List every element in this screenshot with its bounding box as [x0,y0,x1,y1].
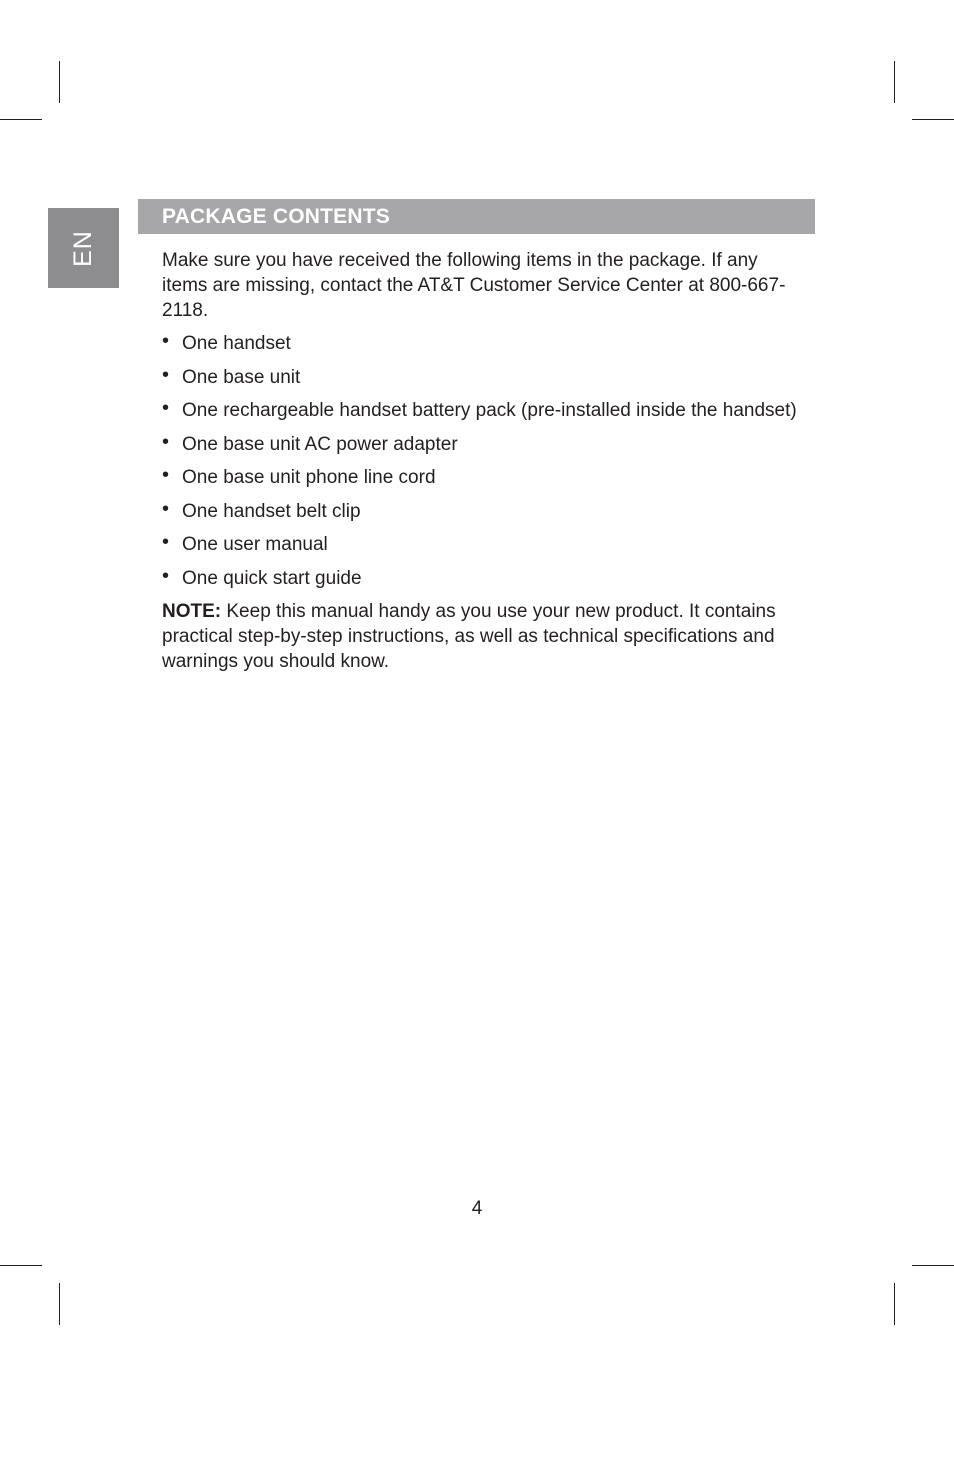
list-item [162,398,802,423]
bullet: • [162,330,170,352]
crop-mark-bottom-right-vertical [894,1283,895,1325]
page-number: 4 [471,1198,483,1219]
list-item-text: One rechargeable handset battery pack (pre-installed inside the handset) [182,400,797,421]
bullet: • [162,531,170,553]
crop-mark-top-left-vertical [59,61,60,103]
crop-mark-top-left-horizontal [0,119,42,120]
note-label: NOTE: [162,601,222,622]
package-items-list [162,331,802,591]
crop-mark-bottom-left-horizontal [0,1265,42,1266]
bullet: • [162,363,170,386]
list-item-text: One handset [182,333,291,354]
list-item-text: One user manual [182,534,328,555]
bullet: • [162,464,170,486]
section-title: PACKAGE CONTENTS [162,205,390,228]
bullet: • [162,430,170,453]
crop-mark-bottom-left-vertical [59,1283,60,1325]
intro-paragraph: Make sure you have received the following items in the package. If any items are missing, contact the AT&T Customer Service Center at 800-667-2118. [162,250,786,321]
bullet: • [162,564,170,587]
crop-mark-bottom-right-horizontal [912,1265,954,1266]
list-item-text: One base unit AC power adapter [182,433,458,455]
list-item-text: One base unit phone line cord [182,467,436,488]
list-item [162,499,802,524]
bullet: • [162,497,170,520]
section-header [138,199,815,234]
note-text: Keep this manual handy as you use your new product. It contains practical step-by-step instructions, as well as technical specifications and warnings you should know. [162,601,776,672]
list-item [162,465,802,490]
crop-mark-top-right-horizontal [912,119,954,120]
list-item-text: One quick start guide [182,567,362,589]
list-item-text: One base unit [182,366,301,388]
list-item [162,566,802,591]
language-tab [48,208,119,288]
page-content [162,248,802,674]
language-tab-label: EN [68,229,97,267]
crop-mark-top-right-vertical [894,61,895,103]
list-item [162,365,802,390]
list-item [162,432,802,457]
bullet: • [162,397,170,419]
list-item [162,331,802,356]
note-paragraph [162,599,802,674]
list-item [162,532,802,557]
list-item-text: One handset belt clip [182,500,361,522]
